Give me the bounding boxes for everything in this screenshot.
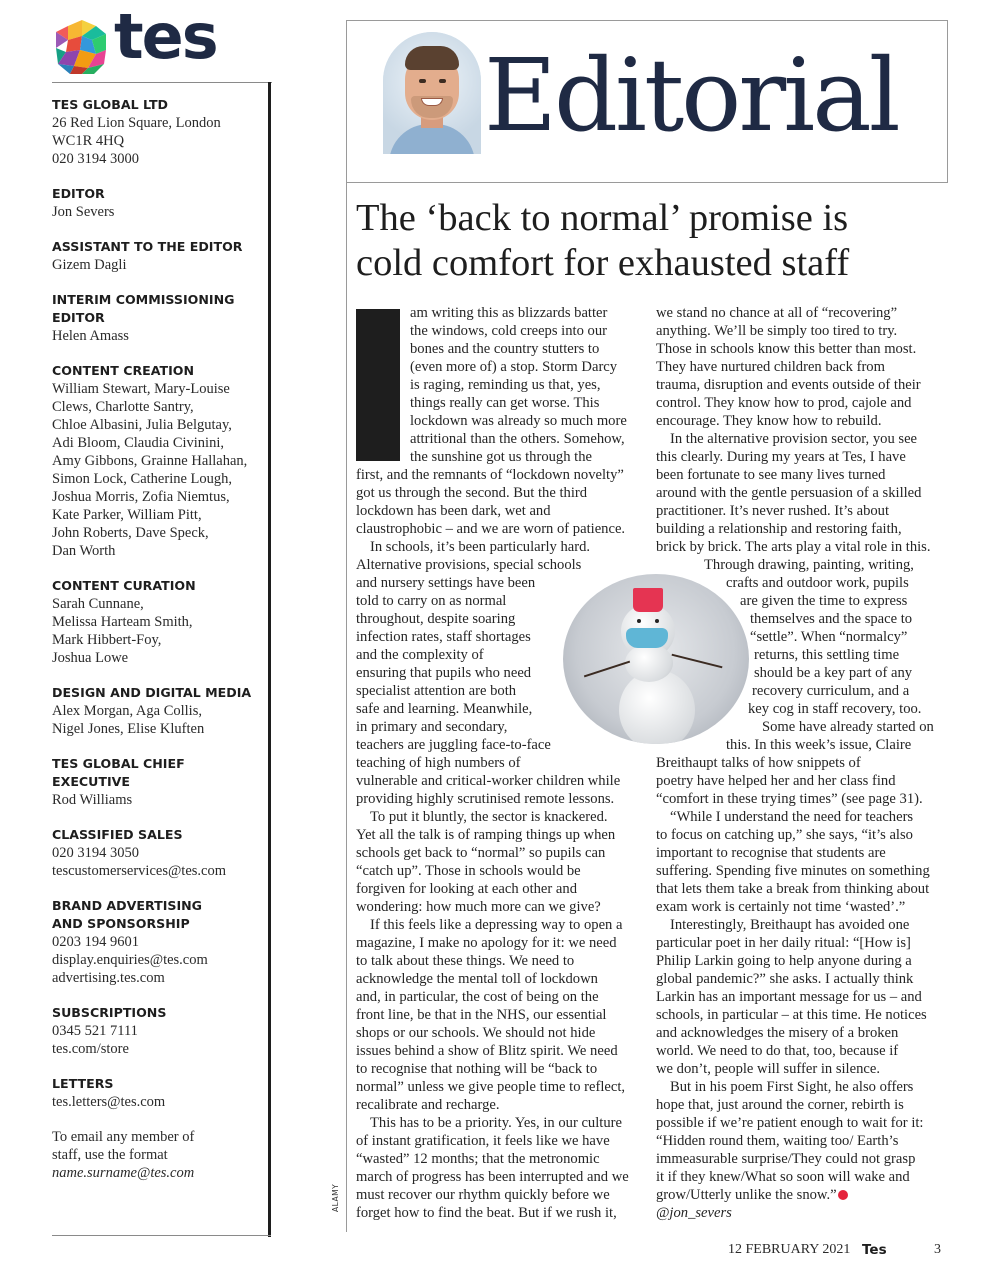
text-line: the sunshine got us through the xyxy=(410,449,593,465)
page-number: 3 xyxy=(934,1242,941,1257)
text-line: around with the gentle persuasion of a skilled xyxy=(656,485,922,501)
credit-email[interactable]: tes.letters@tes.com xyxy=(52,1094,166,1110)
credit-company xyxy=(52,96,264,168)
credit-line: 26 Red Lion Square, London xyxy=(52,115,221,131)
text-line: lockdown has been dark, wet and xyxy=(356,503,551,519)
text-line: Some have already started on xyxy=(762,719,934,735)
text-line: am writing this as blizzards batter xyxy=(410,305,608,321)
text-line: “catch up”. Those in schools would be xyxy=(356,863,581,879)
text-line: first, and the remnants of “lockdown novelty” xyxy=(356,467,624,483)
article-column-2 xyxy=(656,304,934,1222)
headline-line: The ‘back to normal’ promise is xyxy=(356,197,849,239)
credit-line: Rod Williams xyxy=(52,792,133,808)
credit-line: 0203 194 9601 xyxy=(52,934,139,950)
credit-line: Melissa Harteam Smith, xyxy=(52,614,193,630)
text-line: In the alternative provision sector, you see xyxy=(670,431,918,447)
text-line: Yet all the talk is of ramping things up when xyxy=(356,827,616,843)
end-mark-icon xyxy=(838,1190,848,1200)
text-line: Philip Larkin going to help anyone during a xyxy=(656,953,912,969)
text-line: normal” unless we give people time to reflect, xyxy=(356,1079,626,1095)
credit-content-creation xyxy=(52,362,264,560)
editorial-right-rule xyxy=(947,20,948,183)
text-line: vulnerable and critical-worker children while xyxy=(356,773,621,789)
sidebar-divider xyxy=(268,82,271,1237)
text-line: march of progress has been interrupted and we xyxy=(356,1169,629,1185)
text-line: are given the time to express xyxy=(740,593,908,609)
editorial-top-rule xyxy=(346,20,948,21)
text-line: we stand no chance at all of “recovering” xyxy=(656,305,898,321)
credit-heading: CONTENT CURATION xyxy=(52,578,196,593)
credit-heading: EDITOR xyxy=(52,310,105,325)
text-line: safe and learning. Meanwhile, xyxy=(356,701,533,717)
text-line: “While I understand the need for teachers xyxy=(670,809,914,825)
text-line: that lets them take a break from thinking about xyxy=(656,881,930,897)
text-line: In schools, it’s been particularly hard. xyxy=(370,539,591,555)
text-line: issues behind a show of Blitz spirit. We need xyxy=(356,1043,618,1059)
text-line: “wasted” 12 months; that the metronomic xyxy=(356,1151,600,1167)
text-line: key cog in staff recovery, too. xyxy=(748,701,922,717)
credit-line: WC1R 4HQ xyxy=(52,133,125,149)
headline-line: cold comfort for exhausted staff xyxy=(356,242,850,284)
credit-commissioning-editor xyxy=(52,291,264,345)
text-line: schools, in particular – at this time. He notices xyxy=(656,1007,927,1023)
text-line: specialist attention are both xyxy=(356,683,517,699)
text-line: world. We need to do that, too, because if xyxy=(656,1043,899,1059)
text-line: forget how to find the beat. But if we rush it, xyxy=(356,1205,617,1221)
credit-heading: TES GLOBAL LTD xyxy=(52,97,169,112)
credit-classified-sales xyxy=(52,826,264,880)
text-line: returns, this settling time xyxy=(754,647,900,663)
text-line: possible if we’re patient enough to wait for it: xyxy=(656,1115,924,1131)
sidebar-top-rule xyxy=(52,82,272,83)
text-line: got us through the second. But the third xyxy=(356,485,588,501)
credit-line: Simon Lock, Catherine Lough, xyxy=(52,471,233,487)
text-line: (even more of) a stop. Storm Darcy xyxy=(410,359,618,375)
text-line: providing highly scrutinised remote lessons. xyxy=(356,791,615,807)
text-line: important to recognise that students are xyxy=(656,845,886,861)
text-line: particular poet in her daily ritual: “[How is] xyxy=(656,935,911,951)
text-line: been fortunate to see many lives turned xyxy=(656,467,886,483)
text-line: “settle”. When “normalcy” xyxy=(750,629,908,645)
issue-date: 12 FEBRUARY 2021 xyxy=(728,1242,851,1257)
credit-chief-executive xyxy=(52,755,264,809)
text-line: the windows, cold creeps into our xyxy=(410,323,607,339)
text-line: this. In this week’s issue, Claire xyxy=(726,737,912,753)
text-line: shops or our schools. We should not hide xyxy=(356,1025,596,1041)
text-line: encourage. They know how to rebuild. xyxy=(656,413,882,429)
text-line: They have nurtured children back from xyxy=(656,359,885,375)
text-line: themselves and the space to xyxy=(750,611,913,627)
credit-letters xyxy=(52,1075,264,1111)
tes-logo xyxy=(52,0,232,76)
text-line: building a relationship and restoring faith, xyxy=(656,521,902,537)
credit-line: Clews, Charlotte Santry, xyxy=(52,399,194,415)
credit-heading: TES GLOBAL CHIEF EXECUTIVE xyxy=(52,756,185,789)
credit-line: Kate Parker, William Pitt, xyxy=(52,507,202,523)
text-line: this clearly. During my years at Tes, I have xyxy=(656,449,906,465)
footer-brand: Tes xyxy=(862,1242,887,1258)
text-line: to recognise that nothing will be “back to xyxy=(356,1061,598,1077)
credit-heading: BRAND ADVERTISING xyxy=(52,898,203,913)
credit-email[interactable]: tescustomerservices@tes.com xyxy=(52,863,227,879)
text-line: suffering. Spending five minutes on something xyxy=(656,863,930,879)
text-line: forgiven for looking at each other and xyxy=(356,881,577,897)
credit-link[interactable]: tes.com/store xyxy=(52,1041,129,1057)
section-title: Editorial xyxy=(484,37,898,154)
text-line: Those in schools know this better than most. xyxy=(656,341,917,357)
credit-design xyxy=(52,684,264,738)
text-line: and acknowledges the misery of a broken xyxy=(656,1025,899,1041)
text-line: bones and the country stutters to xyxy=(410,341,600,357)
text-line: wondering: how much more can we give? xyxy=(356,899,601,915)
article-headline xyxy=(356,196,944,286)
text-line: is raging, reminding us that, yes, xyxy=(410,377,601,393)
text-line: to focus on catching up,” she says, “it’s also xyxy=(656,827,913,843)
text-line: Through drawing, painting, writing, xyxy=(704,557,914,573)
credit-heading: CLASSIFIED SALES xyxy=(52,827,183,842)
credit-line: Helen Amass xyxy=(52,328,129,344)
text-line: But in his poem First Sight, he also offers xyxy=(670,1079,914,1095)
credit-heading: INTERIM COMMISSIONING xyxy=(52,292,235,307)
credit-heading: EDITOR xyxy=(52,186,105,201)
text-line: recalibrate and recharge. xyxy=(356,1097,500,1113)
text-line: we don’t, people will suffer in silence. xyxy=(656,1061,880,1077)
staff-credits xyxy=(52,96,264,1182)
credit-line: Gizem Dagli xyxy=(52,257,127,273)
text-line: hope that, just around the corner, rebirth is xyxy=(656,1097,904,1113)
text-line: and, in particular, the cost of being on the xyxy=(356,989,599,1005)
text-line: grow/Utterly unlike the snow.” xyxy=(656,1187,837,1203)
credit-line: 0345 521 7111 xyxy=(52,1023,138,1039)
text-line: should be a key part of any xyxy=(754,665,913,681)
text-line: things really can get worse. This xyxy=(410,395,600,411)
text-line: poetry have helped her and her class find xyxy=(656,773,896,789)
text-line: practitioner. It’s never rushed. It’s about xyxy=(656,503,890,519)
text-line: immeasurable surprise/They could not grasp xyxy=(656,1151,916,1167)
note-line: To email any member of xyxy=(52,1129,195,1145)
text-line: schools get back to “normal” so pupils can xyxy=(356,845,606,861)
text-line: teachers are juggling face-to-face xyxy=(356,737,551,753)
tes-logo-wordmark: tes xyxy=(114,0,217,73)
note-email-format: name.surname@tes.com xyxy=(52,1165,195,1181)
tes-logo-mark-icon xyxy=(52,18,110,76)
credit-line: Dan Worth xyxy=(52,543,116,559)
text-line-final xyxy=(656,1186,934,1204)
credit-line: Alex Morgan, Aga Collis, xyxy=(52,703,202,719)
credit-line: Jon Severs xyxy=(52,204,115,220)
credit-line: 020 3194 3050 xyxy=(52,845,139,861)
credit-line: Sarah Cunnane, xyxy=(52,596,144,612)
text-line: recovery curriculum, and a xyxy=(752,683,910,699)
email-format-note xyxy=(52,1128,264,1182)
text-line: Alternative provisions, special schools xyxy=(356,557,582,573)
text-line: must recover our rhythm quickly before we xyxy=(356,1187,610,1203)
credit-heading: AND SPONSORSHIP xyxy=(52,916,190,931)
credit-brand-advertising xyxy=(52,897,264,987)
text-line: of instant gratification, it feels like we have xyxy=(356,1133,610,1149)
text-line: To put it bluntly, the sector is knackered. xyxy=(370,809,608,825)
editor-portrait xyxy=(383,32,481,154)
article-column-1 xyxy=(356,304,629,1222)
text-line: to talk about these things. We need to xyxy=(356,953,575,969)
editorial-header-rule xyxy=(346,182,948,183)
text-line: If this feels like a depressing way to open a xyxy=(370,917,623,933)
credit-heading: ASSISTANT TO THE EDITOR xyxy=(52,239,243,254)
text-line: magazine, I make no apology for it: we need xyxy=(356,935,617,951)
photo-credit: ALAMY xyxy=(331,1183,340,1212)
credit-line: 020 3194 3000 xyxy=(52,151,139,167)
note-line: staff, use the format xyxy=(52,1147,168,1163)
credit-line: Joshua Lowe xyxy=(52,650,129,666)
text-line: and nursery settings have been xyxy=(356,575,536,591)
credit-line: Amy Gibbons, Grainne Hallahan, xyxy=(52,453,248,469)
text-line: This has to be a priority. Yes, in our culture xyxy=(370,1115,622,1131)
credit-heading: LETTERS xyxy=(52,1076,114,1091)
credit-line: Nigel Jones, Elise Kluften xyxy=(52,721,205,737)
text-line: front line, be that in the NHS, our essential xyxy=(356,1007,607,1023)
credit-content-curation xyxy=(52,577,264,667)
credit-line: John Roberts, Dave Speck, xyxy=(52,525,209,541)
text-line: it if they knew/What so soon will wake and xyxy=(656,1169,910,1185)
text-line: “Hidden round them, waiting too/ Earth’s xyxy=(656,1133,899,1149)
text-line: crafts and outdoor work, pupils xyxy=(726,575,909,591)
text-line: Breithaupt talks of how snippets of xyxy=(656,755,861,771)
text-line: attritional than the others. Somehow, xyxy=(410,431,625,447)
text-line: teaching of high numbers of xyxy=(356,755,521,771)
credit-line: William Stewart, Mary-Louise xyxy=(52,381,230,397)
credit-editor xyxy=(52,185,264,221)
credit-line: Mark Hibbert-Foy, xyxy=(52,632,162,648)
text-line: Larkin has an important message for us – and xyxy=(656,989,922,1005)
credit-assistant-editor xyxy=(52,238,264,274)
text-line: control. They know how to prod, cajole and xyxy=(656,395,912,411)
text-line: global pandemic?” she asks. I actually think xyxy=(656,971,914,987)
text-line: brick by brick. The arts play a vital role in this. xyxy=(656,539,931,555)
credit-heading: DESIGN AND DIGITAL MEDIA xyxy=(52,685,252,700)
credit-link[interactable]: advertising.tes.com xyxy=(52,970,165,986)
text-line: told to carry on as normal xyxy=(356,593,507,609)
credit-line: Joshua Morris, Zofia Niemtus, xyxy=(52,489,230,505)
text-line: ensuring that pupils who need xyxy=(356,665,532,681)
credit-subscriptions xyxy=(52,1004,264,1058)
text-line: anything. We’ll be simply too tired to try. xyxy=(656,323,898,339)
text-line: throughout, despite soaring xyxy=(356,611,516,627)
credit-email[interactable]: display.enquiries@tes.com xyxy=(52,952,208,968)
text-line: exam work is certainly not time ‘wasted’.” xyxy=(656,899,906,915)
text-line: lockdown was already so much more xyxy=(410,413,627,429)
credit-line: Adi Bloom, Claudia Civinini, xyxy=(52,435,224,451)
credit-heading: SUBSCRIPTIONS xyxy=(52,1005,167,1020)
text-line: claustrophobic – and we are worn of patience. xyxy=(356,521,626,537)
credit-heading: CONTENT CREATION xyxy=(52,363,195,378)
sidebar-bottom-rule xyxy=(52,1235,271,1236)
text-line: in primary and secondary, xyxy=(356,719,508,735)
text-line: and the complexity of xyxy=(356,647,484,663)
text-line: infection rates, staff shortages xyxy=(356,629,531,645)
author-handle[interactable]: @jon_severs xyxy=(656,1205,732,1221)
text-line: “comfort in these trying times” (see page 31). xyxy=(656,791,923,807)
credit-line: Chloe Albasini, Julia Belgutay, xyxy=(52,417,232,433)
text-line: acknowledge the mental toll of lockdown xyxy=(356,971,598,987)
text-line: Interestingly, Breithaupt has avoided one xyxy=(670,917,910,933)
text-line: trauma, disruption and events outside of their xyxy=(656,377,921,393)
